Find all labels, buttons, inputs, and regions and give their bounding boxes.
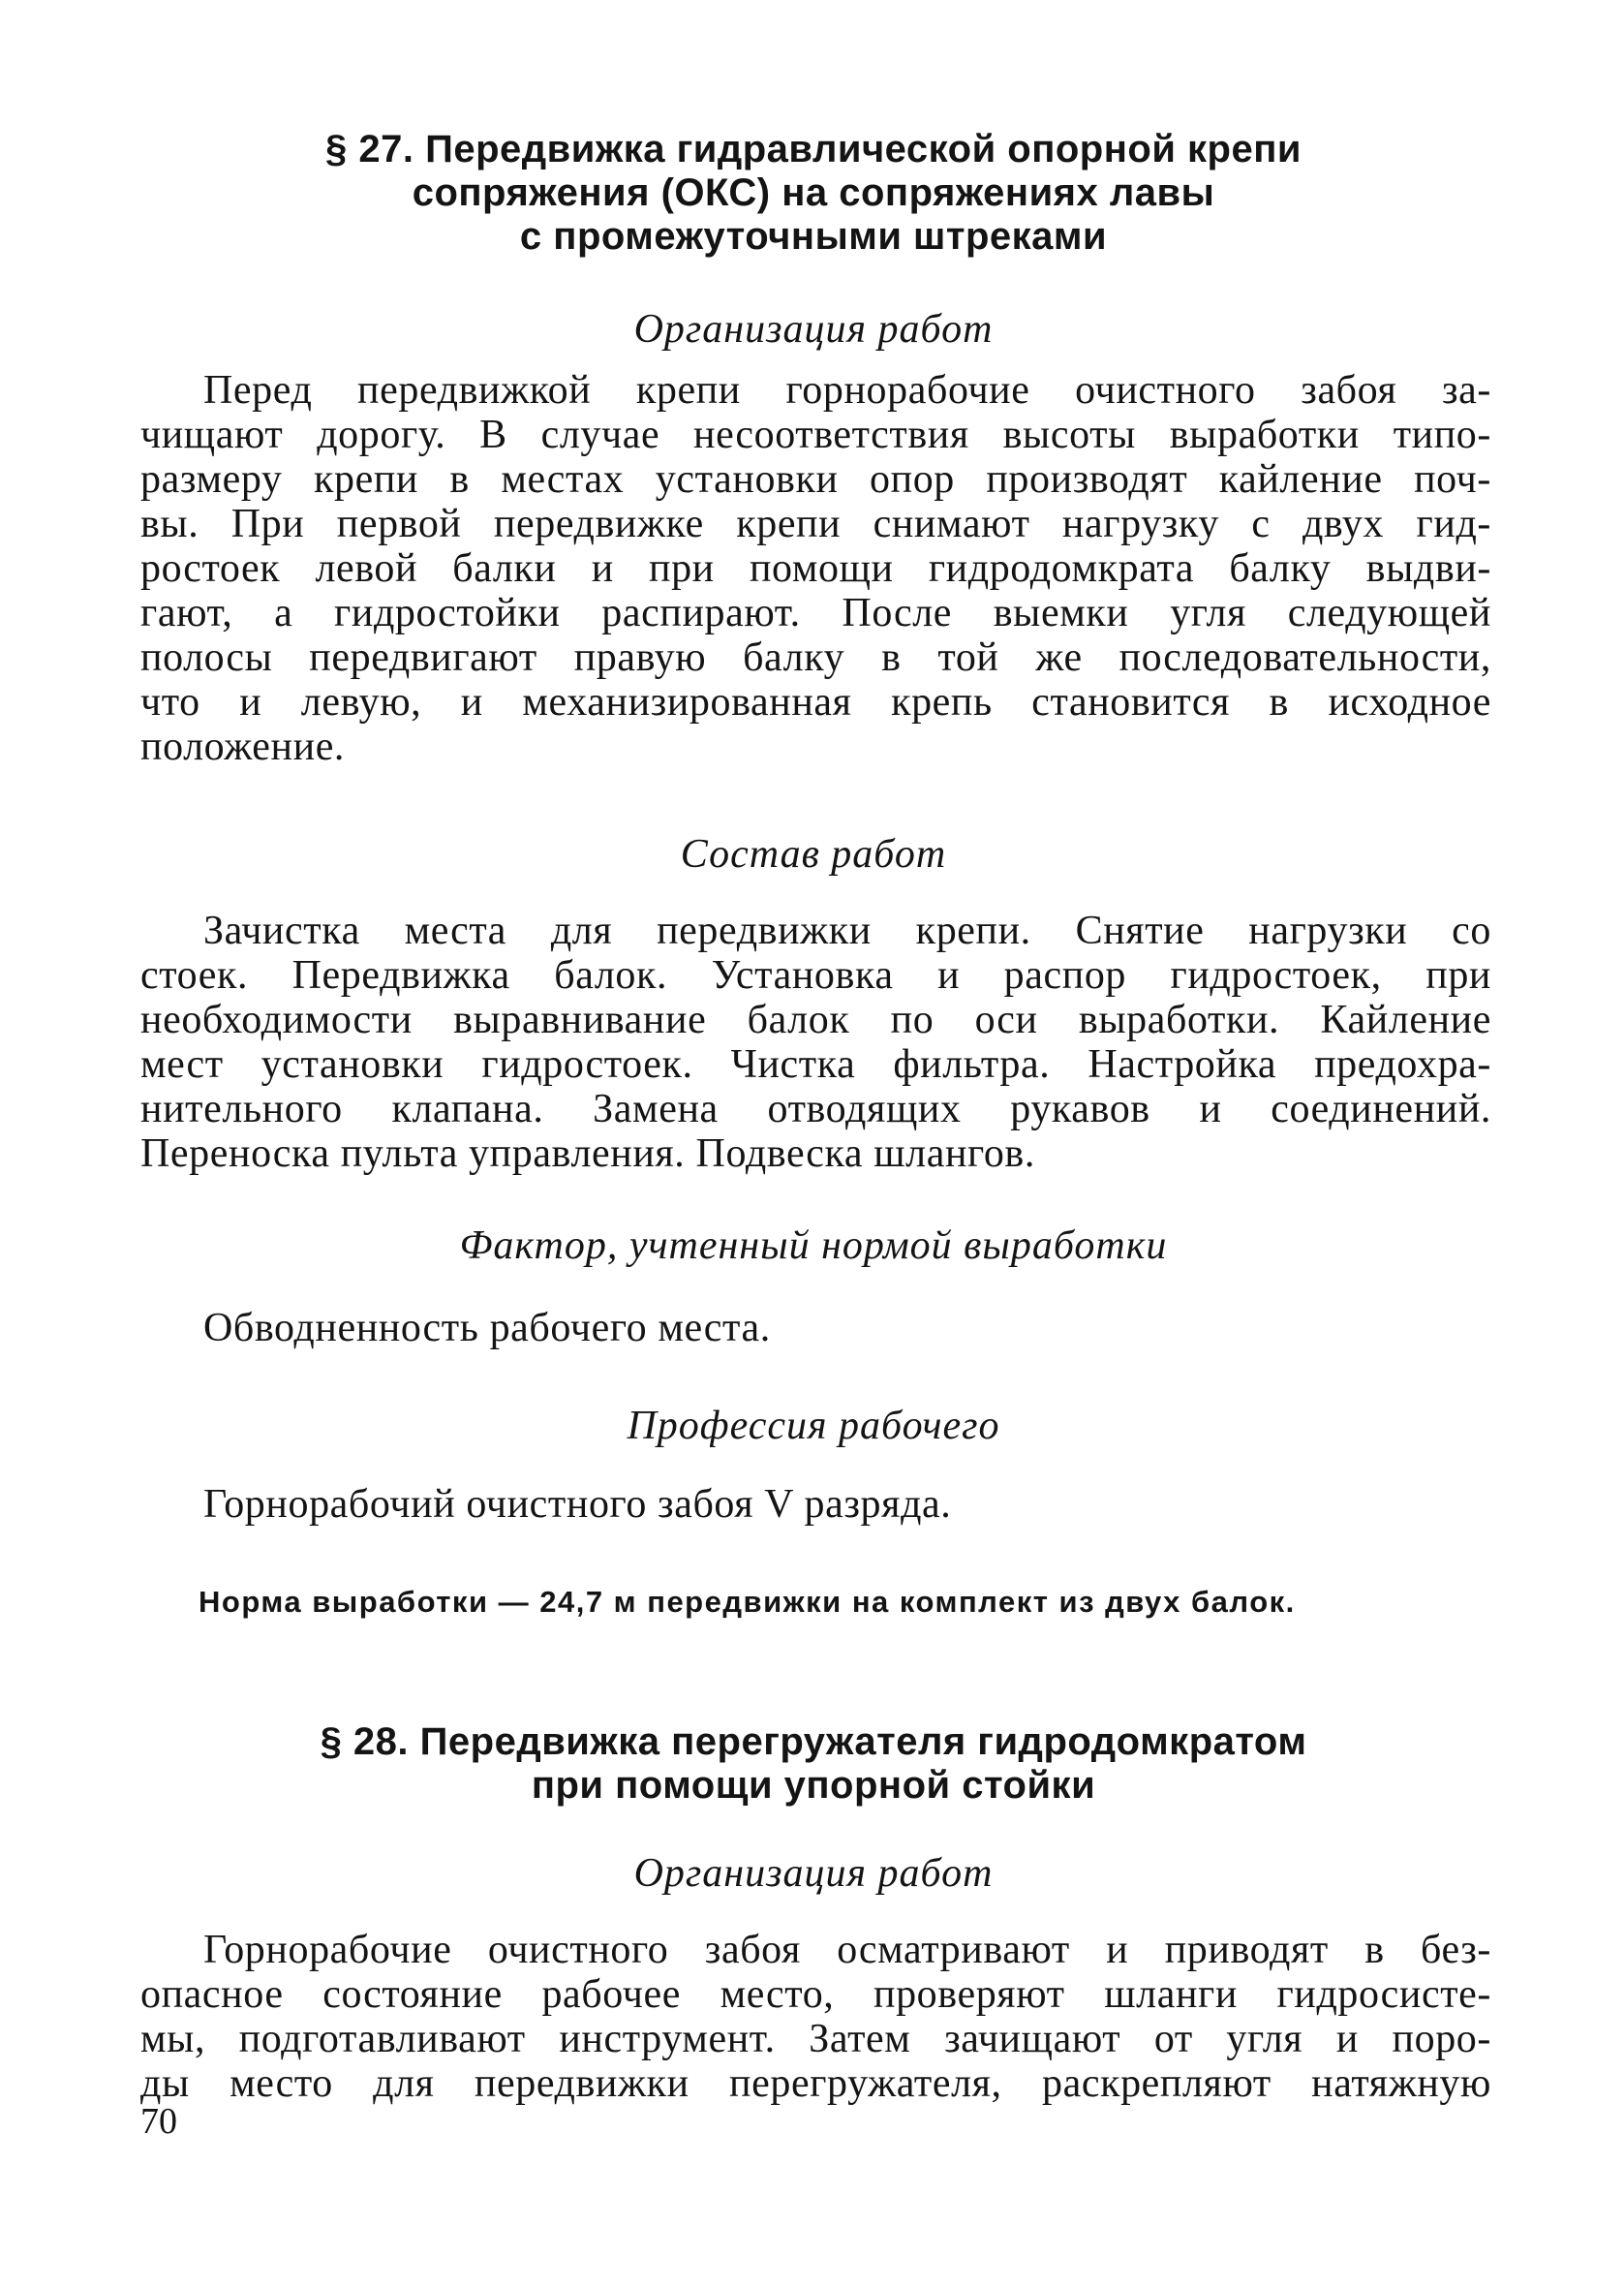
paragraph-line: мы, подготавливают инструмент. Затем зачищают от угля и поро-	[140, 2017, 1491, 2061]
paragraph-line: чищают дорогу. В случае несоответствия высоты выработки типо-	[140, 413, 1491, 457]
section-27-factor-heading: Фактор, учтенный нормой выработки	[459, 1223, 1168, 1268]
paragraph-line: полосы передвигают правую балку в той же последовательности,	[140, 635, 1491, 680]
paragraph-line: вы. При первой передвижке крепи снимают нагрузку с двух гид-	[140, 502, 1491, 546]
paragraph-line: положение.	[140, 725, 346, 769]
paragraph-line: размеру крепи в местах установки опор производят кайление поч-	[140, 457, 1491, 502]
section-28-title-line-1: § 28. Передвижка перегружателя гидродомкратом	[320, 1720, 1307, 1763]
paragraph-line: Обводненность рабочего места.	[203, 1306, 771, 1350]
paragraph-line: Горнорабочий очистного забоя V разряда.	[203, 1482, 952, 1527]
paragraph-line: ды место для передвижки перегружателя, раскрепляют натяжную	[140, 2061, 1491, 2106]
section-27-factor-paragraph	[140, 1306, 1491, 1350]
section-27-profession-paragraph	[140, 1482, 1491, 1527]
paragraph-line: что и левую, и механизированная крепь становится в исходное	[140, 680, 1491, 725]
section-27-composition-paragraph	[140, 909, 1491, 1176]
section-27-title-line-2: сопряжения (ОКС) на сопряжениях лавы	[412, 171, 1215, 214]
section-27-composition-heading: Состав работ	[680, 832, 947, 877]
section-27-organization-paragraph	[140, 368, 1491, 769]
section-28-title	[136, 1720, 1491, 1808]
paragraph-line: мест установки гидростоек. Чистка фильтра. Настройка предохра-	[140, 1042, 1491, 1087]
paragraph-line: Перед передвижкой крепи горнорабочие очистного забоя за-	[203, 368, 1491, 413]
page-number: 70	[140, 2101, 177, 2142]
section-28-organization-heading: Организация работ	[633, 1851, 994, 1896]
paragraph-line: необходимости выравнивание балок по оси выработки. Кайление	[140, 998, 1491, 1042]
paragraph-line: стоек. Передвижка балок. Установка и распор гидростоек, при	[140, 953, 1491, 998]
section-27-profession-heading: Профессия рабочего	[627, 1404, 1000, 1448]
paragraph-line: гают, а гидростойки распирают. После выемки угля следующей	[140, 591, 1491, 635]
paragraph-line: Горнорабочие очистного забоя осматривают и приводят в без-	[203, 1928, 1491, 1972]
paragraph-line: Зачистка места для передвижки крепи. Снятие нагрузки со	[203, 909, 1491, 953]
section-27-title-line-3: с промежуточными штреками	[519, 215, 1108, 258]
section-27-output-norm: Норма выработки — 24,7 м передвижки на комплект из двух балок.	[199, 1585, 1296, 1619]
paragraph-line: опасное состояние рабочее место, проверяют шланги гидросисте-	[140, 1972, 1491, 2017]
paragraph-line: Переноска пульта управления. Подвеска шлангов.	[140, 1131, 1035, 1176]
section-28-organization-paragraph	[140, 1928, 1491, 2106]
paragraph-line: ростоек левой балки и при помощи гидродомкрата балку выдви-	[140, 546, 1491, 591]
section-27-title-line-1: § 27. Передвижка гидравлической опорной крепи	[325, 128, 1302, 170]
section-27-organization-heading: Организация работ	[633, 307, 994, 352]
section-28-title-line-2: при помощи упорной стойки	[531, 1764, 1096, 1807]
section-27-title	[136, 128, 1491, 259]
paragraph-line: нительного клапана. Замена отводящих рукавов и соединений.	[140, 1087, 1491, 1131]
